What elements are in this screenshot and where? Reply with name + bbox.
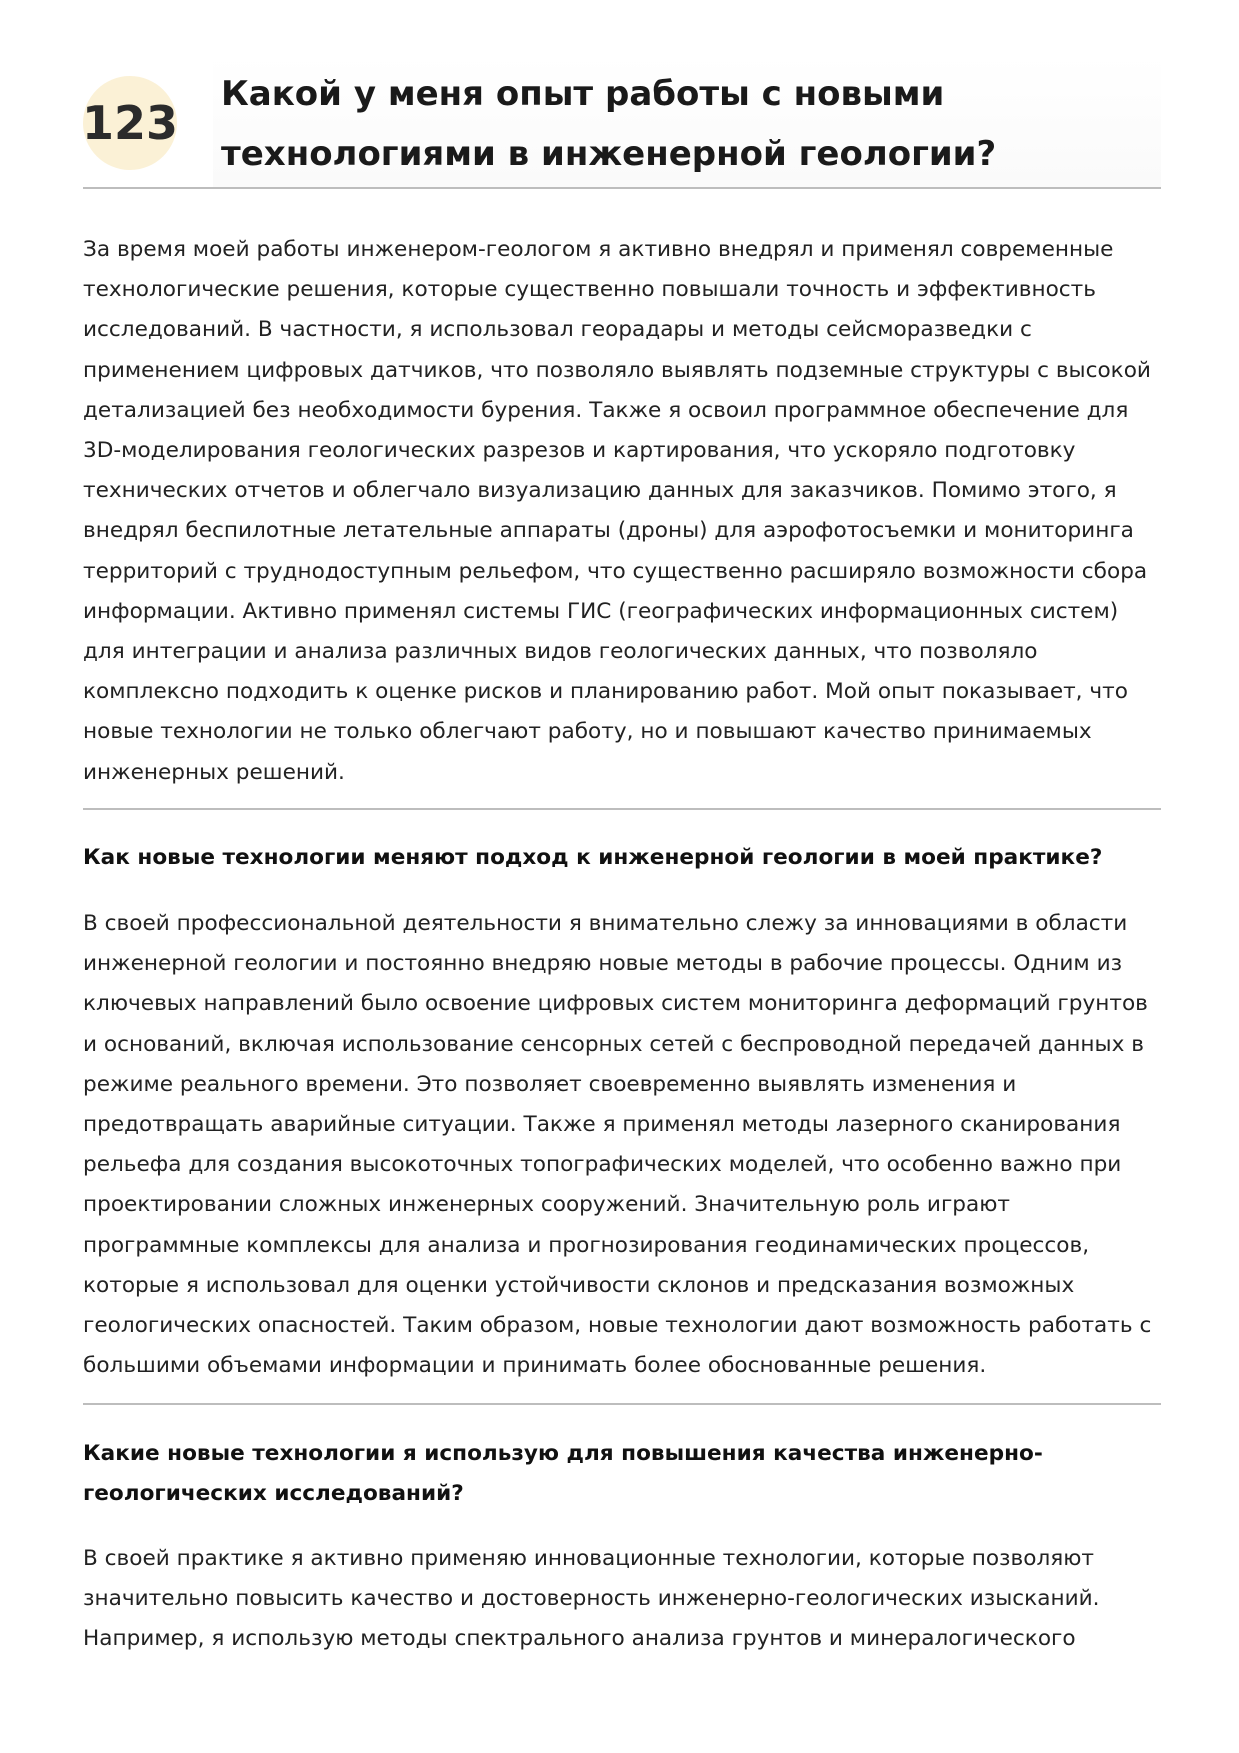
answer-paragraph: За время моей работы инженером-геологом я активно внедрял и применял современные технологические решения, которые существенно повышали точность и эффективность исследований. В частности, я использовал георадары и методы сейсморазведки с применением цифровых датчиков, что позволяло выявлять подземные структуры с высокой детализацией без необходимости бурения. Также я освоил программное обеспечение для 3D-моделирования геологических разрезов и картирования, что ускоряло подготовку технических отчетов и облегчало визуализацию данных для заказчиков. Помимо этого, я внедрял беспилотные летательные аппараты (дроны) для аэрофотосъемки и мониторинга территорий с труднодоступным рельефом, что существенно расширяло возможности сбора информации. Активно применял системы ГИС (географических информационных систем) для интеграции и анализа различных видов геологических данных, что позволяло комплексно подходить к оценке рисков и планированию работ. Мой опыт показывает, что новые технологии не только облегчают работу, но и повышают качество принимаемых инженерных решений. [83, 237, 1151, 785]
subquestion-answer: В своей профессиональной деятельности я внимательно слежу за инновациями в области инженерной геологии и постоянно внедряю новые методы в рабочие процессы. Одним из ключевых направлений было освоение цифровых систем мониторинга деформаций грунтов и оснований, включая использование сенсорных сетей с беспроводной передачей данных в режиме реального времени. Это позволяет своевременно выявлять изменения и предотвращать аварийные ситуации. Также я применял методы лазерного сканирования рельефа для создания высокоточных топографических моделей, что особенно важно при проектировании сложных инженерных сооружений. Значительную роль играют программные комплексы для анализа и прогнозирования геодинамических процессов, которые я использовал для оценки устойчивости склонов и предсказания возможных геологических опасностей. Таким образом, новые технологии дают возможность работать с большими объемами информации и принимать более обоснованные решения. [83, 911, 1152, 1379]
document-page [81, 0, 1161, 1652]
question-header [83, 0, 1161, 190]
section-divider [83, 1403, 1161, 1405]
subquestion-answer: В своей практике я активно применяю инновационные технологии, которые позволяют значительно повысить качество и достоверность инженерно-геологических изысканий. Например, я использую методы спектрального анализа грунтов и минералогического [83, 1546, 1100, 1652]
question-title: Какой у меня опыт работы с новыми технологиями в инженерной геологии? [221, 74, 997, 174]
header-divider [83, 187, 1161, 189]
subquestion-heading: Как новые технологии меняют подход к инженерной геологии в моей практике? [83, 845, 1103, 870]
subquestion-heading: Какие новые технологии я использую для повышения качества инженерно-геологических исследований? [83, 1441, 1043, 1506]
question-number-badge: 123 [83, 76, 177, 170]
section-divider [83, 808, 1161, 810]
